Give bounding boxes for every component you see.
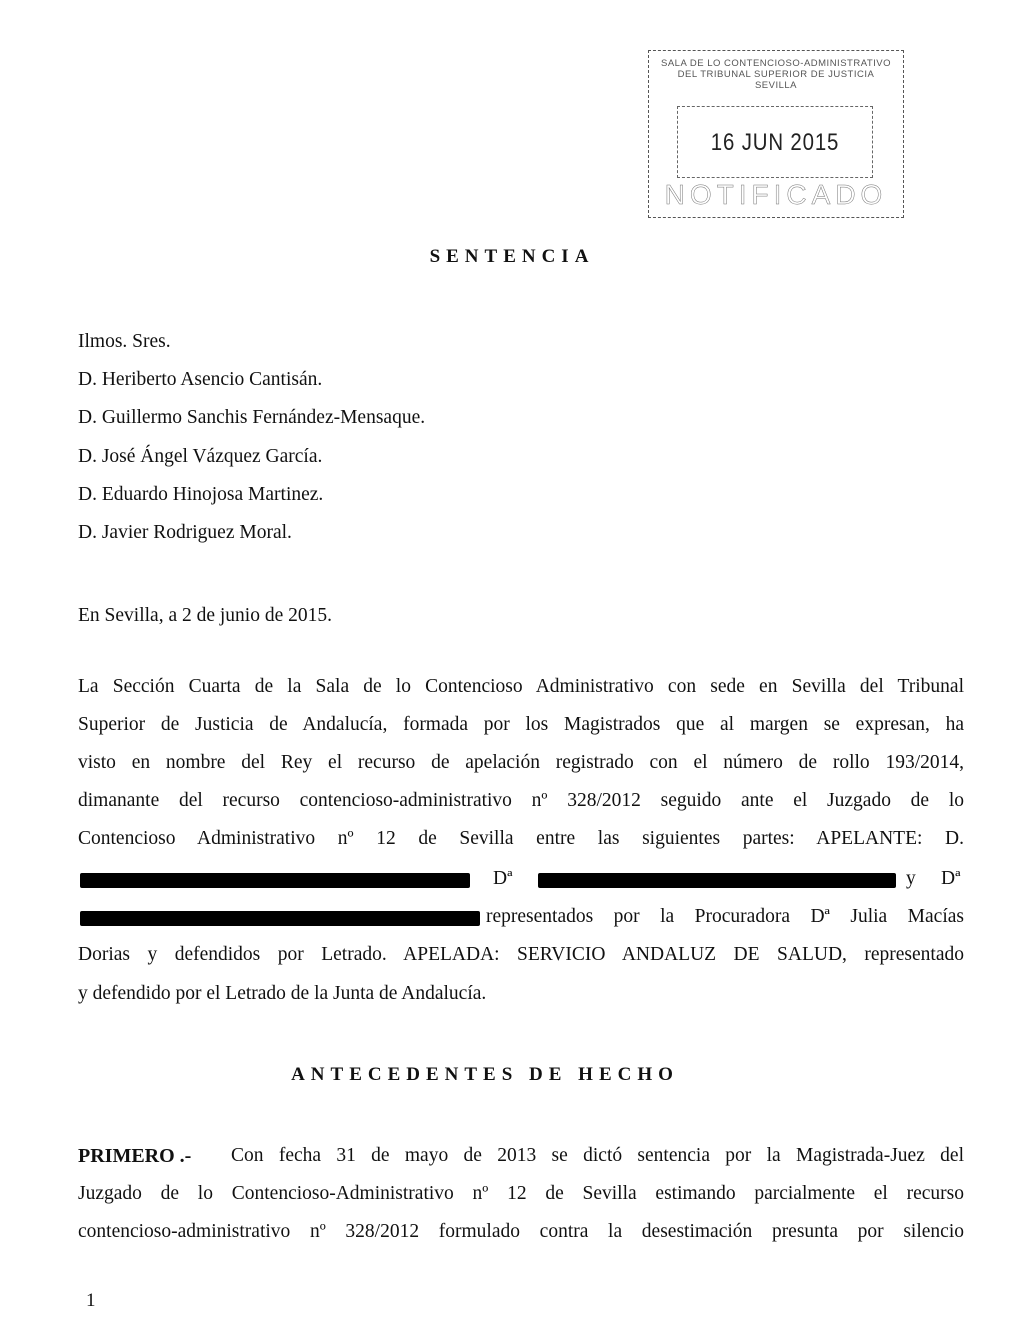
magistrate-name: D. Eduardo Hinojosa Martinez. xyxy=(78,484,324,505)
paragraph-line-redacted-1 xyxy=(80,870,470,892)
magistrate-name: D. José Ángel Vázquez García. xyxy=(78,446,323,467)
paragraph-line: Superior de Justicia de Andalucía, formada por los Magistrados que al margen se expresan, ha xyxy=(78,714,964,735)
page-number: 1 xyxy=(86,1290,96,1311)
paragraph-line: Juzgado de lo Contencioso-Administrativo nº 12 de Sevilla estimando parcialmente el recurso xyxy=(78,1183,964,1204)
paragraph-line: dimanante del recurso contencioso-administrativo nº 328/2012 seguido ante el Juzgado de lo xyxy=(78,790,964,811)
paragraph-line: contencioso-administrativo nº 328/2012 formulado contra la desestimación presunta por silencio xyxy=(78,1221,964,1242)
magistrate-name: D. Heriberto Asencio Cantisán. xyxy=(78,369,323,390)
paragraph-line: y defendido por el Letrado de la Junta de Andalucía. xyxy=(78,983,487,1004)
paragraph-line: Con fecha 31 de mayo de 2013 se dictó sentencia por la Magistrada-Juez del xyxy=(231,1145,964,1166)
stamp-date-box xyxy=(677,106,873,178)
redacted-name xyxy=(80,911,480,926)
paragraph-line: La Sección Cuarta de la Sala de lo Contencioso Administrativo con sede en Sevilla del Tribunal xyxy=(78,676,964,697)
magistrate-name: D. Javier Rodriguez Moral. xyxy=(78,522,292,543)
document-title: SENTENCIA xyxy=(429,246,595,267)
paragraph-line-redacted-3 xyxy=(80,908,480,930)
stamp-court-line-1: SALA DE LO CONTENCIOSO-ADMINISTRATIVO xyxy=(661,58,891,69)
paragraph-line-redacted-2 xyxy=(538,870,896,892)
paragraph-line: visto en nombre del Rey el recurso de apelación registrado con el número de rollo 193/2014, xyxy=(78,752,964,773)
notification-stamp xyxy=(648,50,904,218)
paragraph-line: Contencioso Administrativo nº 12 de Sevilla entre las siguientes partes: APELANTE: D. xyxy=(78,828,964,849)
magistrates-header: Ilmos. Sres. xyxy=(78,331,171,352)
stamp-court-line-3: SEVILLA xyxy=(754,80,798,91)
redacted-name xyxy=(538,873,896,888)
conjunction: y xyxy=(906,868,916,889)
party-title: Dª xyxy=(941,868,961,889)
stamp-status: NOTIFICADO xyxy=(664,179,888,210)
redacted-name xyxy=(80,873,470,888)
section-heading: ANTECEDENTES DE HECHO xyxy=(291,1064,679,1085)
paragraph-line: Dorias y defendidos por Letrado. APELADA: SERVICIO ANDALUZ DE SALUD, representado xyxy=(78,944,964,965)
stamp-date: 16 JUN 2015 xyxy=(710,129,840,156)
magistrate-name: D. Guillermo Sanchis Fernández-Mensaque. xyxy=(78,407,426,428)
party-title: Dª xyxy=(493,868,513,889)
paragraph-label: PRIMERO .- xyxy=(78,1145,192,1167)
paragraph-line: representados por la Procuradora Dª Julia Macías xyxy=(486,906,964,927)
stamp-court-line-2: DEL TRIBUNAL SUPERIOR DE JUSTICIA xyxy=(677,69,875,80)
place-and-date: En Sevilla, a 2 de junio de 2015. xyxy=(78,605,332,626)
